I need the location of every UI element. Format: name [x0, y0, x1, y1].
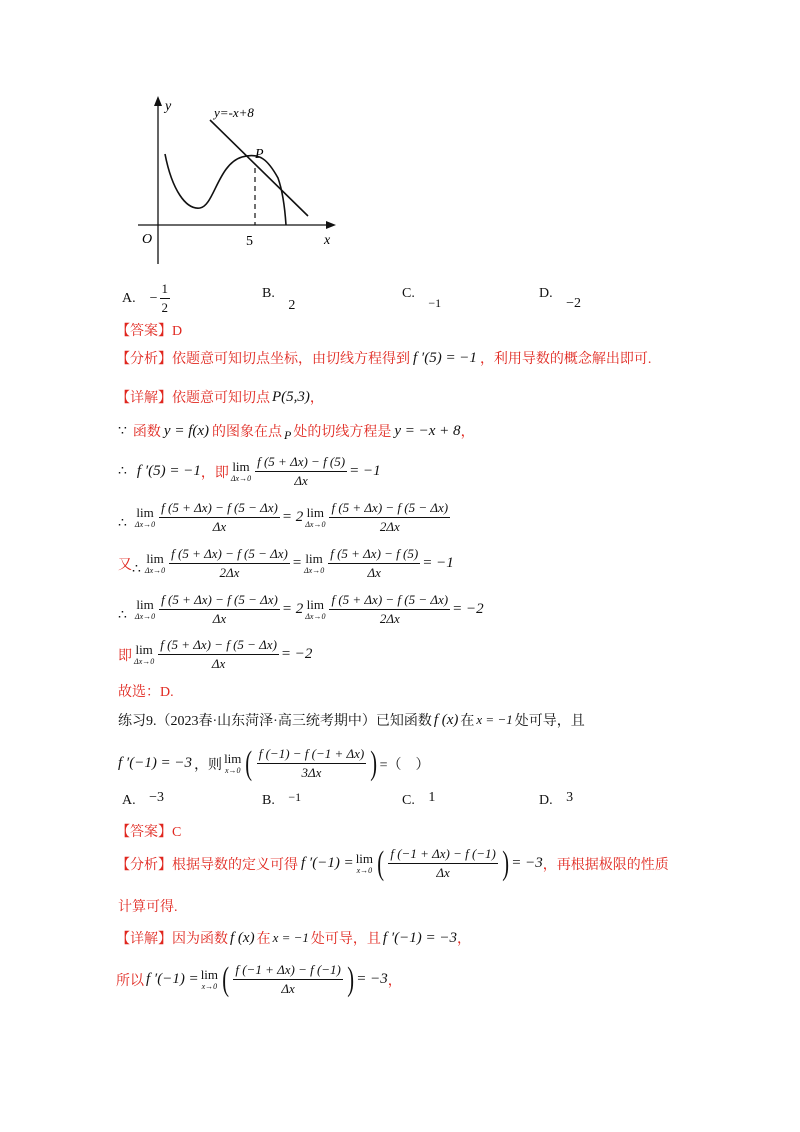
q9-condition: f ′(−1) = −3 ，则 lim x→0 ( $\frac{f (-1) - f (-1 + \Delta x)}{3\Delta x}$ ) =（ ） [118, 744, 430, 782]
option-d-label: D. [539, 793, 553, 808]
detail-cond: f ′(−1) = −3 [382, 929, 457, 946]
option-a-value: −3 [149, 790, 165, 805]
lim [145, 552, 165, 575]
analysis-tag: 【分析】 [116, 857, 172, 873]
fraction-den: 2Δx [219, 565, 240, 580]
detail-end: ， [456, 932, 471, 947]
lim-word: lim [136, 597, 154, 612]
lim-sub: Δx→0 [144, 566, 166, 575]
line2-b: ，即 [200, 465, 229, 481]
lim-word: lim [355, 851, 374, 866]
line1-text-b: 的图象在点 [212, 425, 283, 440]
fraction [233, 962, 343, 997]
line6-result: = −2 [280, 646, 313, 662]
analysis-math: f ′(5) = −1 [413, 349, 477, 366]
option-d-label: D. [539, 286, 553, 301]
fraction-num: f (−1 + Δx) − f (−1) [233, 962, 343, 980]
q9-stem-a: 练习9.（2023春·山东菏泽·高三统考期中）已知函数 [118, 714, 432, 729]
fraction-den: Δx [212, 519, 227, 534]
because-symbol: ∵ [118, 423, 127, 439]
option-c-label: C. [402, 793, 415, 808]
fraction-num: f (−1 + Δx) − f (−1) [388, 846, 498, 864]
q8-line4: 又 ∴ lim Δx→0 $\frac{f (5 + \Delta x) - f (5 - \Delta x)}{2\Delta x}$ = lim Δx→0 $\frac{f (5 + \Delta x) - f (5)}{\Delta x}$ = −1 [118, 546, 454, 580]
function-graph [110, 92, 350, 272]
therefore-symbol: ∴ [118, 516, 127, 531]
fraction-num: f (−1) − f (−1 + Δx) [257, 746, 367, 764]
option-c-label: C. [402, 286, 415, 301]
detail-fn: f (x) [230, 929, 255, 946]
q9-option-b [262, 790, 302, 809]
line4-result: = −1 [422, 555, 454, 571]
lim-word: lim [146, 551, 164, 566]
last-end: ， [387, 973, 402, 989]
q8-choice: 故选：D. [118, 685, 174, 700]
fraction-num: f (5 + Δx) − f (5 − Δx) [159, 500, 280, 518]
lim-sub: Δx→0 [303, 566, 325, 575]
option-d-value: −2 [566, 296, 582, 311]
detail-text-pre: 依题意可知切点 [172, 391, 270, 406]
option-b-value: −1 [288, 790, 302, 804]
q8-option-c [402, 286, 442, 310]
lim [304, 552, 324, 575]
fraction [159, 500, 280, 535]
option-a-fraction [160, 281, 171, 316]
tangent-line [210, 120, 308, 216]
y-label: y [165, 99, 172, 114]
fraction-den: Δx [281, 981, 295, 996]
lim [201, 968, 218, 991]
detail-text-c: 处可导，且 [310, 932, 381, 947]
detail-tag: 【详解】 [116, 932, 172, 947]
q8-option-b [262, 286, 296, 313]
q8-line2 [118, 454, 381, 489]
option-c-value: −1 [428, 296, 442, 310]
q8-answer [116, 320, 182, 340]
q9-option-a [122, 790, 165, 809]
q9-stem-b: 在 [460, 714, 475, 729]
option-b-label: B. [262, 286, 275, 301]
q9-analysis-cont: 计算可得. [118, 900, 178, 915]
analysis-tag: 【分析】 [116, 352, 172, 367]
analysis-text-post: ，再根据极限的性质 [542, 857, 669, 873]
answer-tag: 【答案】 [116, 825, 172, 840]
lim-sub: Δx→0 [134, 520, 156, 529]
option-a-num: 1 [160, 281, 171, 299]
therefore-symbol: ∴ [132, 562, 141, 577]
q8-option-a [122, 281, 172, 316]
lim [224, 752, 241, 775]
analysis-text-post: ，利用导数的概念解出即可. [479, 352, 652, 367]
q9-cond-b: ，则 [194, 757, 223, 773]
fraction-den: 3Δx [301, 765, 322, 780]
fraction-den: Δx [436, 865, 450, 880]
line1-text-c: 处的切线方程是 [293, 425, 392, 440]
q8-detail [116, 387, 324, 407]
line3-mid: = 2 [281, 509, 304, 525]
lim-word: lim [305, 551, 323, 566]
lim-sub: Δx→0 [305, 520, 326, 529]
answer-tag: 【答案】 [116, 324, 172, 339]
lim-word: lim [224, 751, 242, 766]
line5-mid: = 2 [281, 601, 304, 617]
q8-option-d [539, 286, 582, 311]
detail-x: x = −1 [272, 930, 309, 945]
option-b-label: B. [262, 793, 275, 808]
fraction [158, 637, 279, 672]
q9-ask-end: =（ ） [379, 757, 430, 773]
q9-stem-x: x = −1 [476, 712, 513, 727]
option-c-value: 1 [428, 790, 436, 805]
answer-value: D [172, 324, 183, 339]
option-a-den: 2 [161, 300, 169, 315]
line5-result: = −2 [452, 601, 484, 617]
q9-stem-fn: f (x) [433, 711, 459, 728]
q9-option-c [402, 790, 436, 809]
lim [134, 643, 154, 666]
q8-line5 [118, 592, 484, 627]
detail-point: P(5,3) [272, 388, 310, 405]
lim [135, 598, 155, 621]
q9-cond: f ′(−1) = −3 [118, 755, 193, 771]
option-a-label: A. [122, 793, 136, 808]
tick-label-5: 5 [246, 234, 253, 249]
x-axis-arrow [326, 221, 336, 229]
lim-word: lim [232, 459, 250, 474]
detail-text-a: 因为函数 [172, 932, 228, 947]
fraction-num: f (5 + Δx) − f (5 − Δx) [329, 500, 450, 518]
analysis-text-pre: 依题意可知切点坐标，由切线方程得到 [172, 352, 410, 367]
y-axis-arrow [154, 96, 162, 106]
detail-text-b: 在 [256, 932, 271, 947]
detail-end: ， [309, 391, 324, 406]
q9-stem [118, 710, 585, 730]
fraction [159, 592, 280, 627]
function-curve [165, 154, 286, 225]
lim [305, 506, 325, 529]
therefore-symbol: ∴ [118, 608, 127, 623]
q8-line3 [118, 500, 452, 535]
analysis-text-pre: 根据导数的定义可得 [172, 857, 298, 873]
lim-word: lim [136, 505, 154, 520]
lim [135, 506, 155, 529]
therefore-symbol: ∴ [118, 464, 127, 479]
q9-answer [116, 821, 181, 841]
lim-word: lim [200, 967, 219, 982]
lim-sub: x→0 [201, 982, 218, 991]
point-label: P [255, 147, 264, 162]
line2-result: = −1 [349, 463, 381, 479]
analysis-lhs: f ′(−1) = [301, 855, 354, 871]
line-equation-label: y=-x+8 [214, 105, 254, 120]
analysis-result: = −3 [511, 855, 543, 871]
detail-tag: 【详解】 [116, 391, 172, 406]
fraction [257, 746, 367, 781]
lim [356, 852, 373, 875]
fraction-den: 2Δx [379, 519, 400, 534]
q9-detail [116, 928, 471, 948]
q8-analysis [116, 348, 651, 368]
fraction [255, 454, 347, 489]
fraction-den: Δx [212, 611, 227, 626]
lim-word: lim [306, 597, 325, 612]
lim-word: lim [306, 505, 325, 520]
origin-label: O [142, 232, 153, 247]
q8-line6 [118, 637, 312, 672]
fraction [328, 546, 420, 581]
line1-p: P [284, 427, 292, 442]
fraction-den: Δx [211, 656, 226, 671]
q9-last-line: 所以 f ′(−1) = lim x→0 ( $\frac{f (-1 + \Delta x) - f (-1)}{\Delta x}$ ) = −3 ， [116, 960, 402, 998]
fraction-num: f (5 + Δx) − f (5 − Δx) [169, 546, 290, 564]
lim [305, 598, 325, 621]
option-d-value: 3 [566, 790, 574, 805]
lim-word: lim [135, 642, 153, 657]
last-result: = −3 [356, 971, 388, 987]
lim-sub: Δx→0 [134, 612, 156, 621]
fraction-num: f (5 + Δx) − f (5 − Δx) [329, 592, 450, 610]
fraction-den: Δx [294, 473, 308, 488]
answer-value: C [172, 825, 182, 840]
lim-sub: x→0 [224, 766, 241, 775]
line1-eq: y = −x + 8 [394, 422, 461, 439]
line1-end: ， [460, 425, 475, 440]
fraction-den: 2Δx [379, 611, 400, 626]
fraction-num: f (5 + Δx) − f (5) [255, 454, 347, 472]
q9-stem-c: 处可导，且 [514, 714, 585, 729]
lim-sub: Δx→0 [134, 657, 155, 666]
option-a-label: A. [122, 290, 136, 306]
fraction [329, 592, 450, 627]
fraction-num: f (5 + Δx) − f (5 − Δx) [158, 637, 279, 655]
q9-analysis: 【分析】 根据导数的定义可得 f ′(−1) = lim x→0 ( $\frac{f (-1 + \Delta x) - f (-1)}{\Delta x}$ ) = −3 ，再根据极限的性质 [116, 844, 669, 882]
lim-sub: Δx→0 [230, 474, 252, 483]
fraction-den: Δx [367, 565, 381, 580]
option-b-value: 2 [288, 298, 296, 313]
fraction-num: f (5 + Δx) − f (5 − Δx) [159, 592, 280, 610]
line1-fn: y = f(x) [163, 422, 210, 439]
option-a-sign: − [149, 290, 158, 306]
line1-text-a: 函数 [132, 425, 161, 440]
last-lhs: f ′(−1) = [146, 971, 199, 987]
q8-line1 [118, 421, 475, 441]
fraction [388, 846, 498, 881]
line4-pre: 又 [118, 557, 132, 573]
x-label: x [324, 233, 331, 248]
fraction [169, 546, 290, 581]
last-pre: 所以 [116, 973, 144, 989]
q9-option-d [539, 790, 574, 809]
lim-sub: Δx→0 [305, 612, 326, 621]
line2-a: f ′(5) = −1 [136, 463, 201, 479]
lim-sub: x→0 [356, 866, 373, 875]
lim [231, 460, 251, 483]
fraction [329, 500, 450, 535]
line6-pre: 即 [118, 648, 132, 664]
fraction-num: f (5 + Δx) − f (5) [328, 546, 420, 564]
